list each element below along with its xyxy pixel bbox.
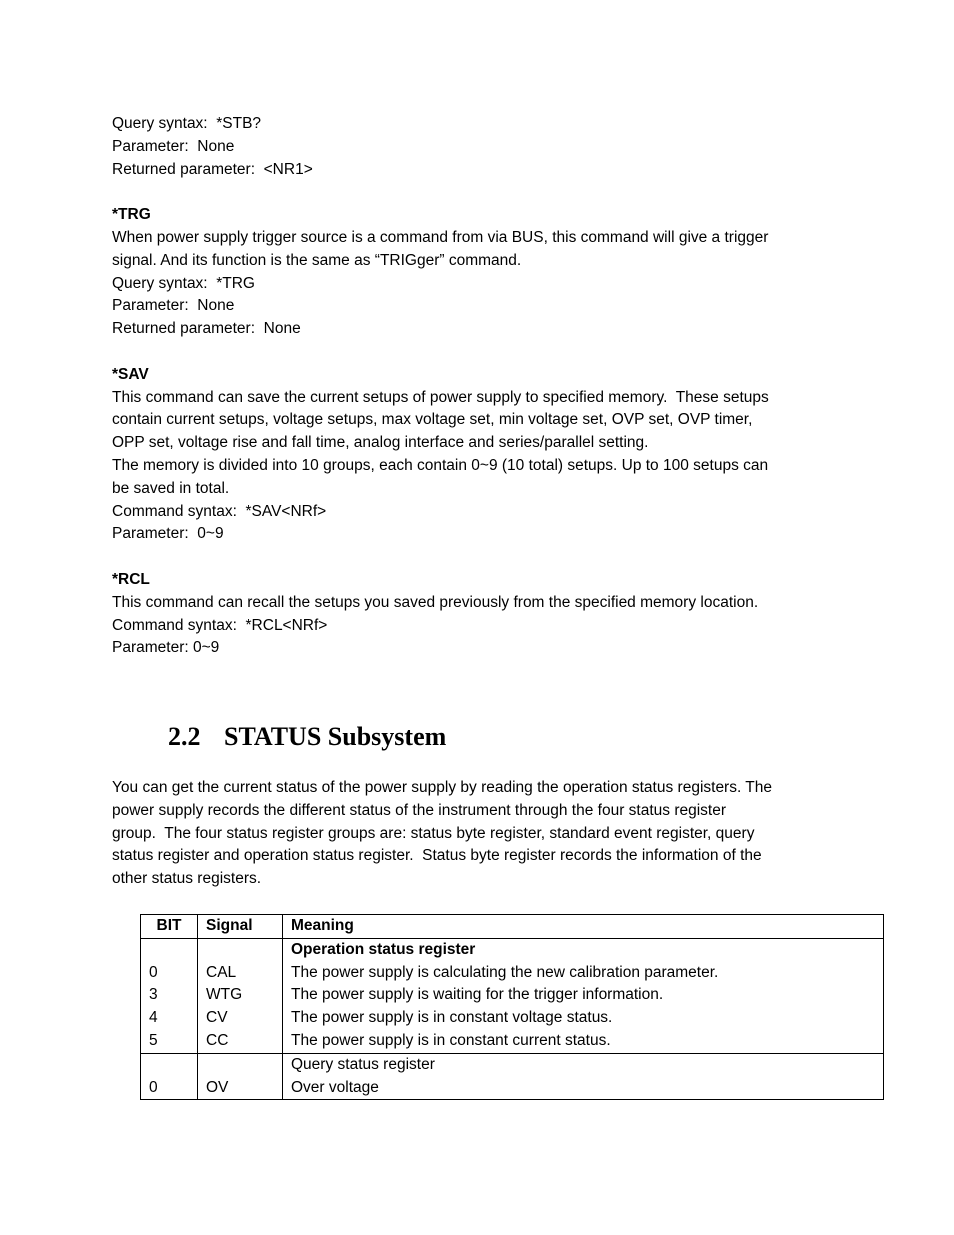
signal-value: CV	[206, 1009, 228, 1027]
intro-line: group. The four status register groups are: status byte register, standard event register, query	[112, 824, 755, 842]
bit-value: 3	[149, 986, 158, 1004]
sav-description-line: contain current setups, voltage setups, max voltage set, min voltage set, OVP set, OVP timer,	[112, 411, 753, 429]
meaning-cell	[283, 1053, 884, 1100]
intro-line: power supply records the different status of the instrument through the four status register	[112, 801, 727, 819]
trg-returned-parameter: Returned parameter: None	[112, 320, 301, 338]
meaning-value: The power supply is waiting for the trigger information.	[291, 986, 664, 1004]
trg-parameter: Parameter: None	[112, 297, 235, 315]
sav-description-line: This command can save the current setups of power supply to specified memory. These setups	[112, 388, 769, 406]
sav-command-syntax: Command syntax: *SAV<NRf>	[112, 502, 327, 520]
table-row-query-group	[141, 1053, 884, 1100]
rcl-parameter: Parameter: 0~9	[112, 639, 220, 657]
bit-value: 5	[149, 1031, 158, 1049]
command-reference	[112, 113, 852, 660]
meaning-value: The power supply is in constant current status.	[291, 1031, 611, 1049]
section-heading	[168, 720, 446, 754]
stb-query-syntax: Query syntax: *STB?	[112, 115, 262, 132]
rcl-command-syntax: Command syntax: *RCL<NRf>	[112, 616, 328, 634]
intro-line: status register and operation status register. Status byte register records the information of the	[112, 847, 762, 865]
bit-value: 0	[149, 963, 158, 981]
meaning-value: The power supply is calculating the new calibration parameter.	[291, 963, 719, 981]
sav-description-line: OPP set, voltage rise and fall time, analog interface and series/parallel setting.	[112, 434, 649, 452]
header-signal: Signal	[198, 915, 283, 939]
signal-value: WTG	[206, 986, 243, 1004]
sav-parameter: Parameter: 0~9	[112, 525, 224, 543]
rcl-command-title: *RCL	[112, 570, 150, 588]
rcl-description-line: This command can recall the setups you saved previously from the specified memory location.	[112, 593, 759, 611]
header-bit: BIT	[141, 915, 198, 939]
sav-command-title: *SAV	[112, 365, 149, 383]
bit-value: 0	[149, 1078, 158, 1096]
signal-cell	[198, 1053, 283, 1100]
intro-line: other status registers.	[112, 870, 262, 888]
section-intro	[112, 777, 852, 891]
sav-description-line: The memory is divided into 10 groups, each contain 0~9 (10 total) setups. Up to 100 setups can	[112, 456, 769, 474]
group-title: Operation status register	[291, 940, 476, 958]
stb-returned-parameter: Returned parameter: <NR1>	[112, 160, 313, 178]
signal-value: CAL	[206, 963, 237, 981]
bit-cell	[141, 1053, 198, 1100]
signal-value: CC	[206, 1031, 229, 1049]
status-register-table	[140, 914, 884, 1100]
stb-parameter: Parameter: None	[112, 137, 235, 155]
trg-description-line: When power supply trigger source is a command from via BUS, this command will give a trigger	[112, 228, 769, 246]
table-row-operation-group	[141, 938, 884, 1053]
table-header-row	[141, 915, 884, 939]
trg-command-title: *TRG	[112, 206, 151, 224]
meaning-value: Over voltage	[291, 1078, 379, 1096]
signal-cell	[198, 938, 283, 1053]
signal-value: OV	[206, 1078, 229, 1096]
trg-description-line: signal. And its function is the same as “TRIGger” command.	[112, 251, 522, 269]
bit-cell	[141, 938, 198, 1053]
meaning-cell	[283, 938, 884, 1053]
trg-query-syntax: Query syntax: *TRG	[112, 274, 255, 292]
section-title: STATUS Subsystem	[224, 722, 447, 751]
group-title: Query status register	[291, 1055, 435, 1073]
section-number: 2.2	[168, 722, 201, 751]
intro-line: You can get the current status of the power supply by reading the operation status registers. The	[112, 779, 773, 796]
bit-value: 4	[149, 1009, 158, 1027]
meaning-value: The power supply is in constant voltage status.	[291, 1009, 613, 1027]
sav-description-line: be saved in total.	[112, 479, 230, 497]
header-meaning: Meaning	[283, 915, 884, 939]
